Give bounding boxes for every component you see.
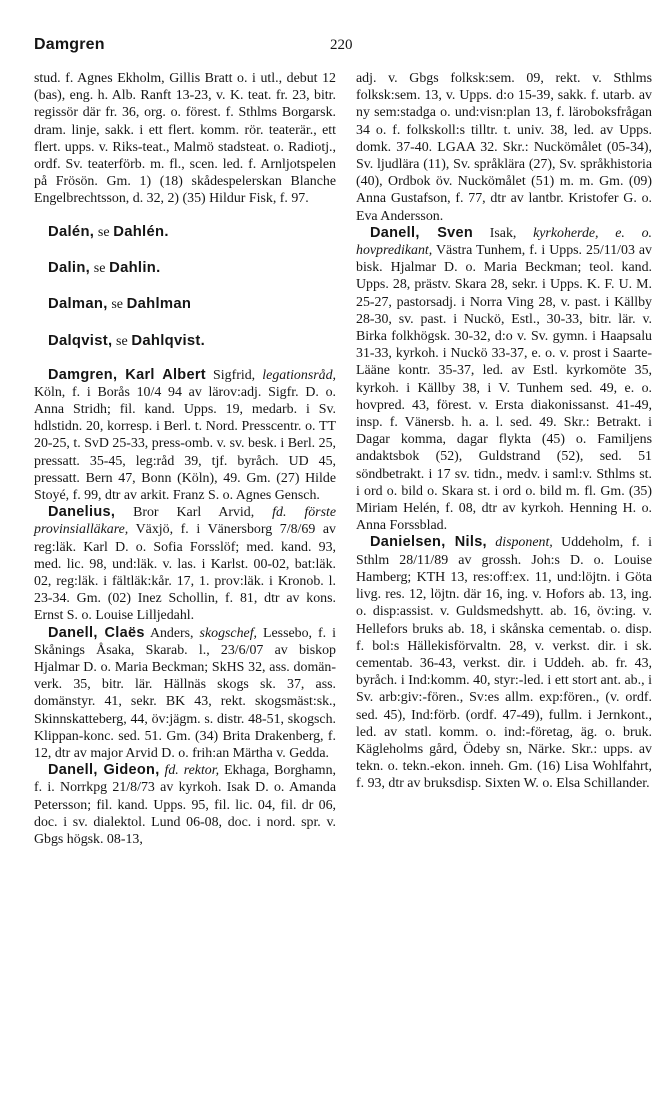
entry-body: Lessebo, f. i Skånings Åsaka, Skarab. l., 23/6/07 av biskop Hjalmar D. o. Maria Beckman; SkHS 32, ass. domän-verk. 35, bitr. lär. Hällnäs skogs sk. 37, ass. domänstyr. 41, sekr. BK 43, rekt. skogsmäst:sk., Skinnskatteberg, 44, öv:jägm. s. distr. 48-51, skogsch. Klippan-konc. sed. 51. Gm. (34) Brita Drakenberg, f. 12, dtr av major Arvid D. o. frih:an Märtha v. Gedda. bbox=[34, 625, 336, 762]
entry-given-names: Anders, bbox=[144, 625, 200, 641]
entry-given-names: Isak, bbox=[473, 225, 534, 241]
cross-reference bbox=[34, 222, 336, 244]
biography-entry bbox=[34, 625, 336, 763]
biography-entry bbox=[356, 225, 652, 535]
cross-reference bbox=[34, 294, 336, 316]
left-continuation-text: stud. f. Agnes Ekholm, Gillis Bratt o. i utl., debut 12 (bas), eng. h. Alb. Ranft 13-23, v. K. teat. fr. 23, bitr. regissör där fr. 36, org. o. förest. f. Sthlms Borgarsk. dram. linje, sakk. i ett flert. komm. rör. teaterär., ett flert. upps. v. Riks-teat., Malmö stadsteat. o. Radiotj., ordf. Sv. teaterförb. m. fl., scen. led. f. Arnljotspelen på Frösön. Gm. 1) (18) skådespelerskan Blanche Engelbrechtsson, d. 32, 2) (35) Hildur Fisk, f. 97. bbox=[34, 71, 336, 207]
ref-name: Dalman, bbox=[48, 296, 108, 313]
ref-see: se bbox=[93, 261, 106, 277]
entry-title: kyrkoherde, e. o. hovpredikant, bbox=[356, 225, 652, 259]
ref-see: se bbox=[111, 297, 123, 313]
entry-name: Danell, Gideon, bbox=[48, 762, 160, 779]
ref-target: Dahlman bbox=[126, 296, 192, 313]
entry-body: Växjö, f. i Vänersborg 7/8/69 av reg:läk. Karl D. o. Sofia Forsslöf; med. kand. 93, med. lic. 98, und:läk. v. las. i Karlst. 00-02, bat:läk. 02, reg:läk. i fältläk:kår. 17, 1. prov:läk. i Kronob. l. 23-34. Gm. (02) Inez Schollin, f. 81, dtr av kons. Ernst S. o. Louise Lilljedahl. bbox=[34, 522, 336, 624]
ref-target: Dahlin. bbox=[109, 260, 161, 277]
entry-body: Västra Tunhem, f. i Upps. 25/11/03 av bisk. Hjalmar D. o. Maria Beckman; teol. kand. Upps. 28, prästv. Skara 28, sekr. i Upps. K. F. U. M. 25-27, pastorsadj. i Norra Ving 28, v. past. i Källby 28-30, sv. past. i Nuckö, Estl., 30-33, bitr. lär. v. Birka folkhögsk. 30-32, d:o v. Sv. gymn. i Haapsalu 31-33, kyrkoh. i Nuckö 33-37, e. o. v. prost i Saarte-Lääne kontr. 35-37, led. av Estl. kyrkomöte 35, kyrkoh. i Källby 38, i V. Tunhem sed. 49, e. o. hovpred. 43, förest. v. Ersta diakonissanst. 41-49, insp. f. Vänersb. h. a. l. sed. 49. Skr.: Betrakt. i Dagar komma, dagar flykta (45) o. Familjens andaktsbok (52), Guldstrand (52), sed. 51 söndbetrakt. i 17 sv. tidn., medv. i saml:v. Sthlms st. i ord o. bild o. Skara st. i ord o. bild m. fl. Gm. (35) Miriam Helén, f. 08, dtr av kyrkoh. Henning H. o. Anna Forssblad. bbox=[356, 243, 652, 534]
biography-entry bbox=[356, 534, 652, 792]
entry-title: fd. rektor, bbox=[164, 763, 220, 779]
left-column bbox=[34, 70, 336, 848]
entry-title: disponent, bbox=[495, 535, 553, 551]
page-header bbox=[34, 36, 644, 60]
right-column bbox=[356, 70, 652, 793]
entry-title: skogschef, bbox=[199, 625, 258, 641]
ref-see: se bbox=[116, 333, 128, 349]
ref-name: Dalin, bbox=[48, 260, 91, 277]
ref-target: Dahlén. bbox=[113, 224, 169, 241]
biography-entry bbox=[34, 367, 336, 505]
entry-name: Danell, Sven bbox=[370, 224, 474, 241]
entry-title: legationsråd, bbox=[262, 367, 336, 383]
right-continuation-text: adj. v. Gbgs folksk:sem. 09, rekt. v. Sthlms folksk:sem. 13, v. Upps. d:o 15-39, sakk. f. utarb. av ny sem:stadga o. und:visn:plan 13, f. läroboksfrågan 34 o. f. folkskoll:s tilltr. t. univ. 38, led. av Upps. domk. 37-40. LGAA 32. Skr.: Nuckömålet (05-34), Sv. ljudlära (11), Sv. språklära (27), Sv. språkhistoria (40), Ordbok öv. Nuckömålet (51) m. m. Gm. (09) Anna Gustafson, f. 77, dtr av lantbr. Kristofer G. o. Eva Andersson. bbox=[356, 71, 652, 224]
entry-name: Damgren, Karl Albert bbox=[48, 366, 206, 383]
entry-body: Uddeholm, f. i Sthlm 28/11/89 av grossh. Joh:s D. o. Louise Hamberg; KTH 13, res:off:ex. 11, und:löjtn. i Göta livg. res. 12, löjtn. där 16, ing. v. Hofors ab. 13, ing. o. disp:assist. v. Guldsmedshytt. ab. 16, öv:ing. v. Hellefors bruks ab. 18, i skånska cementab. o. disp. f. bol:s Hällekisförvaltn. 28, v. verkst. dir. i sk. cementab. 36-43, verkst. dir. i Uddeh. ab. fr. 43, byråch. i Ind:komm. 40, styr:-led. i ett stort ant. ab., i Sv. arb:giv:-fören., Sv:es allm. exp:fören., (v. ordf. sed. 45), Ind:förb. (ordf. 47-49), fullm. i Jernkont., led. av statl. komm. o. ind:-företag, äg. o. bruk. Kägleholms gård, Ödeby sn, Närke. Skr.: upps. av tekn. o. tekn.-ekon. inneh. Gm. (16) Lisa Wohlfahrt, f. 93, dtr av bruksdisp. Sixten W. o. Elsa Schillander. bbox=[356, 535, 652, 792]
page-number: 220 bbox=[330, 37, 353, 53]
entry-given-names: Bror Karl Arvid, bbox=[115, 505, 273, 521]
biography-entry bbox=[34, 504, 336, 624]
ref-see: se bbox=[97, 225, 110, 241]
entry-given-names: Sigfrid, bbox=[205, 367, 263, 383]
running-head: Damgren bbox=[34, 36, 105, 53]
ref-target: Dahlqvist. bbox=[131, 332, 206, 349]
entry-name: Danell, Claës bbox=[48, 624, 145, 641]
entry-body: Ekhaga, Borghamn, f. i. Norrkpg 21/8/73 av kyrkoh. Isak D. o. Amanda Petersson; fil. kand. Upps. 95, fil. lic. 04, fil. dr 06, doc. i sv. dialektol. Lund 06-08, doc. i nord. spr. v. Gbgs högsk. 08-13, bbox=[34, 763, 337, 848]
cross-reference bbox=[34, 331, 336, 353]
entry-name: Danielsen, Nils, bbox=[370, 534, 487, 551]
biography-entry bbox=[34, 762, 336, 848]
ref-name: Dalqvist, bbox=[48, 332, 113, 349]
entry-title: fd. förste provinsialläkare, bbox=[34, 505, 337, 538]
entry-name: Danelius, bbox=[48, 504, 116, 521]
ref-name: Dalén, bbox=[48, 224, 95, 241]
cross-reference bbox=[34, 258, 336, 280]
entry-body: Köln, f. i Borås 10/4 94 av lärov:adj. Sigfr. D. o. Anna Stridh; fil. kand. Upps. 19, medarb. i Sv. hdlstidn. 20, korresp. i Berl. t. Nord. Presscentr. o. TT 20-25, t. SvD 25-33, press-omb. v. sv. besk. i Berl. 25, pressatt. 35-45, leg:råd 39, tjf. byråch. UD 45, pressatt. Bern 47, Bonn (Köln), 49. Gm. (27) Hilde Stoyé, f. 99, dtr av arkit. Franz S. o. Agnes Gensch. bbox=[34, 384, 336, 504]
